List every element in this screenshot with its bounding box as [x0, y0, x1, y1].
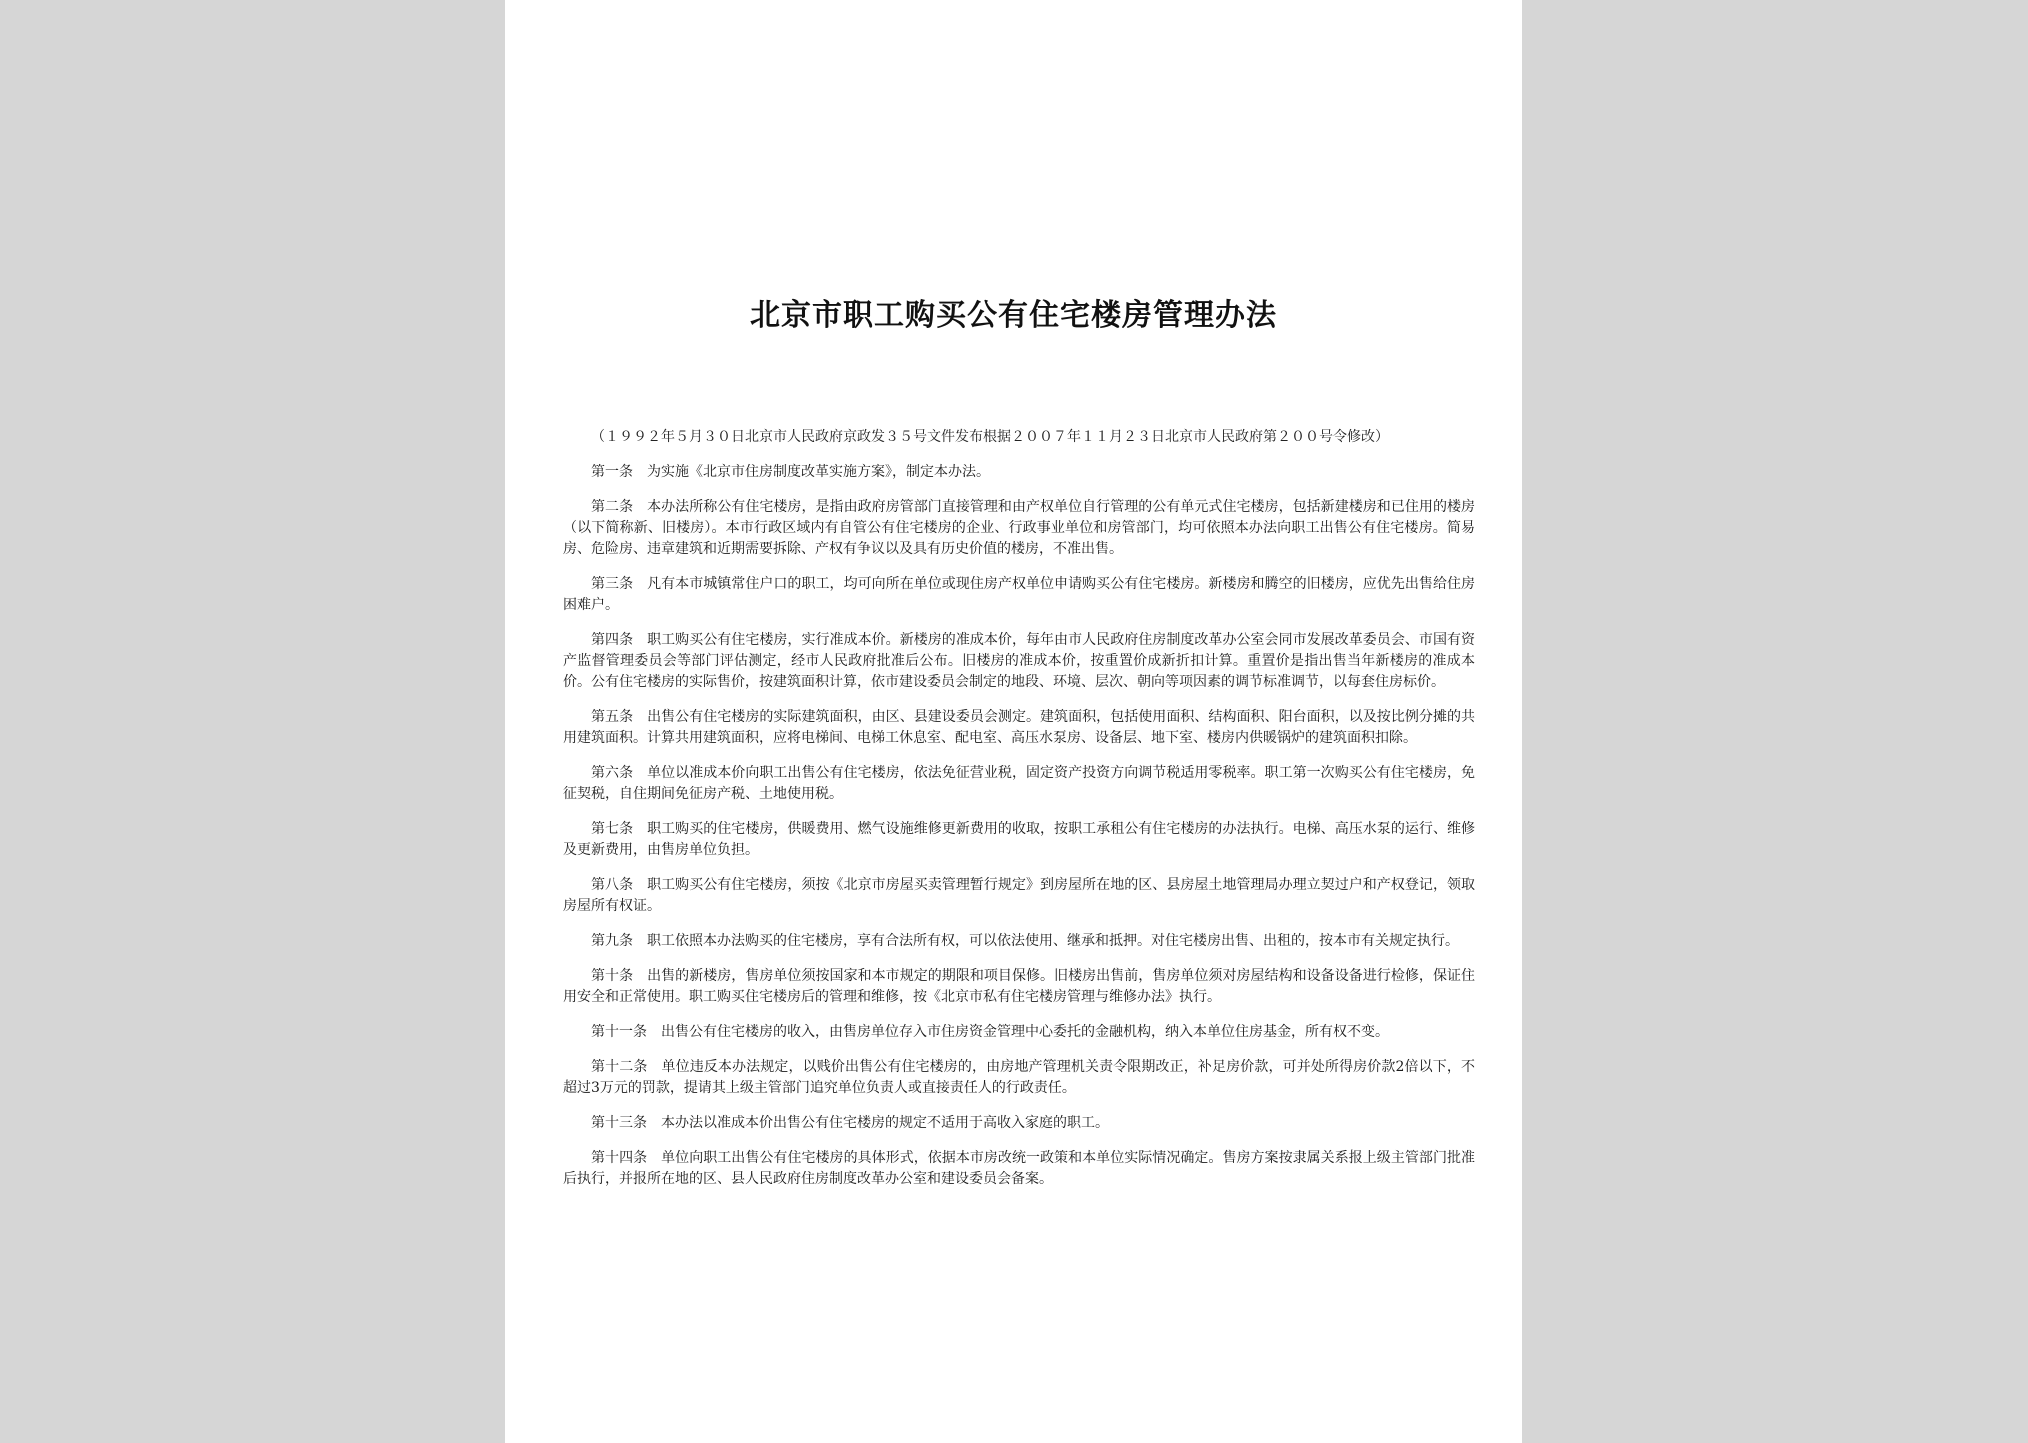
article-number: 第一条 — [591, 464, 633, 480]
article-3 — [563, 574, 1475, 616]
article-text: 出售公有住宅楼房的收入，由售房单位存入市住房资金管理中心委托的金融机构，纳入本单位住房基金，所有权不变。 — [661, 1024, 1389, 1040]
article-number: 第十三条 — [591, 1115, 647, 1131]
article-9 — [563, 931, 1475, 952]
article-text: 本办法所称公有住宅楼房，是指由政府房管部门直接管理和由产权单位自行管理的公有单元式住宅楼房，包括新建楼房和已住用的楼房（以下简称新、旧楼房）。本市行政区域内有自管公有住宅楼房的企业、行政事业单位和房管部门，均可依照本办法向职工出售公有住宅楼房。简易房、危险房、违章建筑和近期需要拆除、产权有争议以及具有历史价值的楼房，不准出售。 — [563, 499, 1476, 557]
issuance-note: （１９９２年５月３０日北京市人民政府京政发３５号文件发布根据２００７年１１月２３日北京市人民政府第２００号令修改） — [591, 429, 1389, 445]
article-text: 职工依照本办法购买的住宅楼房，享有合法所有权，可以依法使用、继承和抵押。对住宅楼房出售、出租的，按本市有关规定执行。 — [647, 933, 1459, 949]
article-number: 第十一条 — [591, 1024, 647, 1040]
article-number: 第六条 — [591, 765, 634, 781]
article-text: 为实施《北京市住房制度改革实施方案》，制定本办法。 — [647, 464, 990, 480]
article-text: 本办法以准成本价出售公有住宅楼房的规定不适用于高收入家庭的职工。 — [661, 1115, 1109, 1131]
article-number: 第九条 — [591, 933, 633, 949]
article-number: 第三条 — [591, 576, 634, 592]
article-text: 出售的新楼房，售房单位须按国家和本市规定的期限和项目保修。旧楼房出售前，售房单位须对房屋结构和设备设备进行检修，保证住用安全和正常使用。职工购买住宅楼房后的管理和维修，按《北京市私有住宅楼房管理与维修办法》执行。 — [563, 968, 1476, 1005]
article-text: 职工购买公有住宅楼房，实行准成本价。新楼房的准成本价，每年由市人民政府住房制度改革办公室会同市发展改革委员会、市国有资产监督管理委员会等部门评估测定，经市人民政府批准后公布。旧楼房的准成本价，按重置价成新折扣计算。重置价是指出售当年新楼房的准成本价。公有住宅楼房的实际售价，按建筑面积计算，依市建设委员会制定的地段、环境、层次、朝向等项因素的调节标准调节，以每套住房标价。 — [563, 632, 1476, 690]
article-number: 第十条 — [591, 968, 634, 984]
article-8 — [563, 875, 1475, 917]
article-12 — [563, 1057, 1475, 1099]
article-10 — [563, 966, 1475, 1008]
article-number: 第十二条 — [591, 1059, 648, 1075]
article-7 — [563, 819, 1475, 861]
article-text: 职工购买公有住宅楼房，须按《北京市房屋买卖管理暂行规定》到房屋所在地的区、县房屋土地管理局办理立契过户和产权登记，领取房屋所有权证。 — [563, 877, 1476, 914]
document-title: 北京市职工购买公有住宅楼房管理办法 — [750, 298, 1277, 333]
article-number: 第五条 — [591, 709, 634, 725]
article-text: 单位向职工出售公有住宅楼房的具体形式，依据本市房改统一政策和本单位实际情况确定。售房方案按隶属关系报上级主管部门批准后执行，并报所在地的区、县人民政府住房制度改革办公室和建设委员会备案。 — [563, 1150, 1476, 1187]
article-number: 第四条 — [591, 632, 634, 648]
article-5 — [563, 707, 1475, 749]
article-text: 出售公有住宅楼房的实际建筑面积，由区、县建设委员会测定。建筑面积，包括使用面积、结构面积、阳台面积，以及按比例分摊的共用建筑面积。计算共用建筑面积，应将电梯间、电梯工休息室、配电室、高压水泵房、设备层、地下室、楼房内供暖锅炉的建筑面积扣除。 — [563, 709, 1476, 746]
article-2 — [563, 497, 1475, 560]
article-number: 第十四条 — [591, 1150, 648, 1166]
article-number: 第八条 — [591, 877, 634, 893]
article-text: 职工购买的住宅楼房，供暖费用、燃气设施维修更新费用的收取，按职工承租公有住宅楼房的办法执行。电梯、高压水泵的运行、维修及更新费用，由售房单位负担。 — [563, 821, 1476, 858]
document-page — [505, 0, 1522, 1443]
article-14 — [563, 1148, 1475, 1190]
article-number: 第二条 — [591, 499, 634, 515]
article-text: 单位违反本办法规定，以贱价出售公有住宅楼房的，由房地产管理机关责令限期改正，补足房价款，可并处所得房价款2倍以下，不超过3万元的罚款，提请其上级主管部门追究单位负责人或直接责任人的行政责任。 — [563, 1059, 1476, 1096]
article-number: 第七条 — [591, 821, 634, 837]
article-text: 单位以准成本价向职工出售公有住宅楼房，依法免征营业税，固定资产投资方向调节税适用零税率。职工第一次购买公有住宅楼房，免征契税，自住期间免征房产税、土地使用税。 — [563, 765, 1476, 802]
article-text: 凡有本市城镇常住户口的职工，均可向所在单位或现住房产权单位申请购买公有住宅楼房。新楼房和腾空的旧楼房，应优先出售给住房困难户。 — [563, 576, 1476, 613]
article-4 — [563, 630, 1475, 693]
article-6 — [563, 763, 1475, 805]
document-body — [563, 427, 1475, 1204]
article-11 — [563, 1022, 1475, 1043]
article-13 — [563, 1113, 1475, 1134]
article-1 — [563, 462, 1475, 483]
